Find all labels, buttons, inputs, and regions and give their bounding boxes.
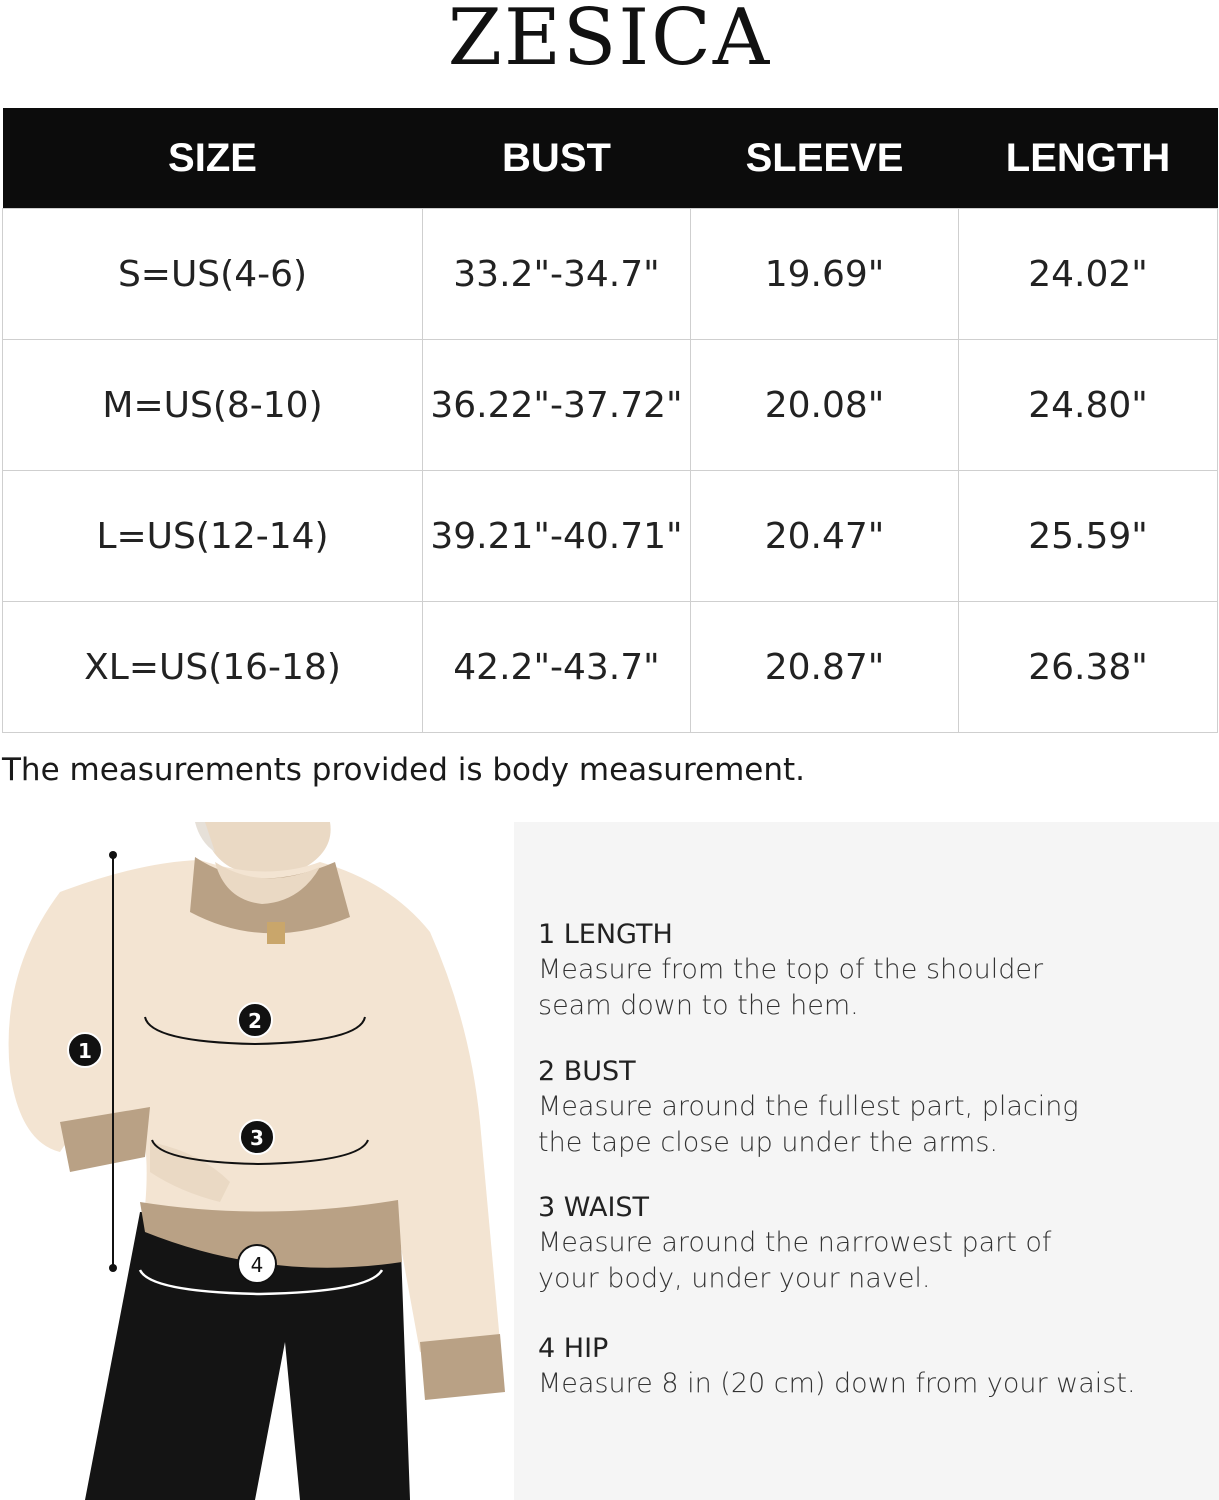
cell-size: S=US(4-6): [3, 209, 423, 340]
guide-desc: Measure around the fullest part, placing: [538, 1091, 1079, 1122]
cell-sleeve: 20.08": [691, 340, 959, 471]
model-photo: [0, 822, 512, 1500]
guide-title: 2 BUST: [538, 1056, 636, 1087]
measurement-guide: [514, 822, 1219, 1500]
marker-4-label: 4: [250, 1253, 264, 1277]
necklace-pendant: [267, 922, 285, 944]
cell-bust: 39.21"-40.71": [423, 471, 691, 602]
cell-sleeve: 20.47": [691, 471, 959, 602]
header-length: LENGTH: [959, 108, 1218, 209]
cell-length: 24.02": [959, 209, 1218, 340]
size-chart-table: [2, 108, 1218, 733]
table-row: [3, 602, 1218, 733]
cell-length: 26.38": [959, 602, 1218, 733]
table-header-row: [3, 108, 1218, 209]
cell-bust: 42.2"-43.7": [423, 602, 691, 733]
header-size: SIZE: [3, 108, 423, 209]
cell-size: L=US(12-14): [3, 471, 423, 602]
table-row: [3, 471, 1218, 602]
cell-bust: 36.22"-37.72": [423, 340, 691, 471]
header-bust: BUST: [423, 108, 691, 209]
table-row: [3, 340, 1218, 471]
cell-length: 25.59": [959, 471, 1218, 602]
guide-item-bust: [538, 1055, 1178, 1161]
guide-desc: the tape close up under the arms.: [538, 1127, 998, 1158]
marker-3: [240, 1120, 274, 1154]
marker-2-label: 2: [248, 1009, 262, 1033]
guide-desc: Measure 8 in (20 cm) down from your waist.: [538, 1368, 1136, 1399]
guide-item-length: [538, 918, 1178, 1024]
marker-3-label: 3: [250, 1126, 264, 1150]
cell-bust: 33.2"-34.7": [423, 209, 691, 340]
guide-desc: seam down to the hem.: [538, 990, 859, 1021]
cell-sleeve: 19.69": [691, 209, 959, 340]
sweater-illustration: [0, 822, 512, 1500]
cell-sleeve: 20.87": [691, 602, 959, 733]
guide-title: 1 LENGTH: [538, 919, 673, 950]
cell-length: 24.80": [959, 340, 1218, 471]
marker-4: [238, 1245, 276, 1283]
header-sleeve: SLEEVE: [691, 108, 959, 209]
marker-1: [68, 1033, 102, 1067]
right-cuff: [420, 1334, 505, 1400]
length-line-bottom: [109, 1264, 117, 1272]
marker-2: [238, 1003, 272, 1037]
table-row: [3, 209, 1218, 340]
guide-item-hip: [538, 1332, 1178, 1402]
guide-desc: Measure from the top of the shoulder: [538, 954, 1044, 985]
guide-desc: your body, under your navel.: [538, 1263, 931, 1294]
cell-size: XL=US(16-18): [3, 602, 423, 733]
marker-1-label: 1: [78, 1039, 92, 1063]
cell-size: M=US(8-10): [3, 340, 423, 471]
guide-desc: Measure around the narrowest part of: [538, 1227, 1052, 1258]
guide-title: 3 WAIST: [538, 1192, 650, 1223]
brand-logo: ZESICA: [447, 0, 772, 83]
guide-item-waist: [538, 1191, 1178, 1297]
length-line-top: [109, 851, 117, 859]
guide-title: 4 HIP: [538, 1333, 609, 1364]
measurement-note: The measurements provided is body measurement.: [2, 752, 806, 788]
